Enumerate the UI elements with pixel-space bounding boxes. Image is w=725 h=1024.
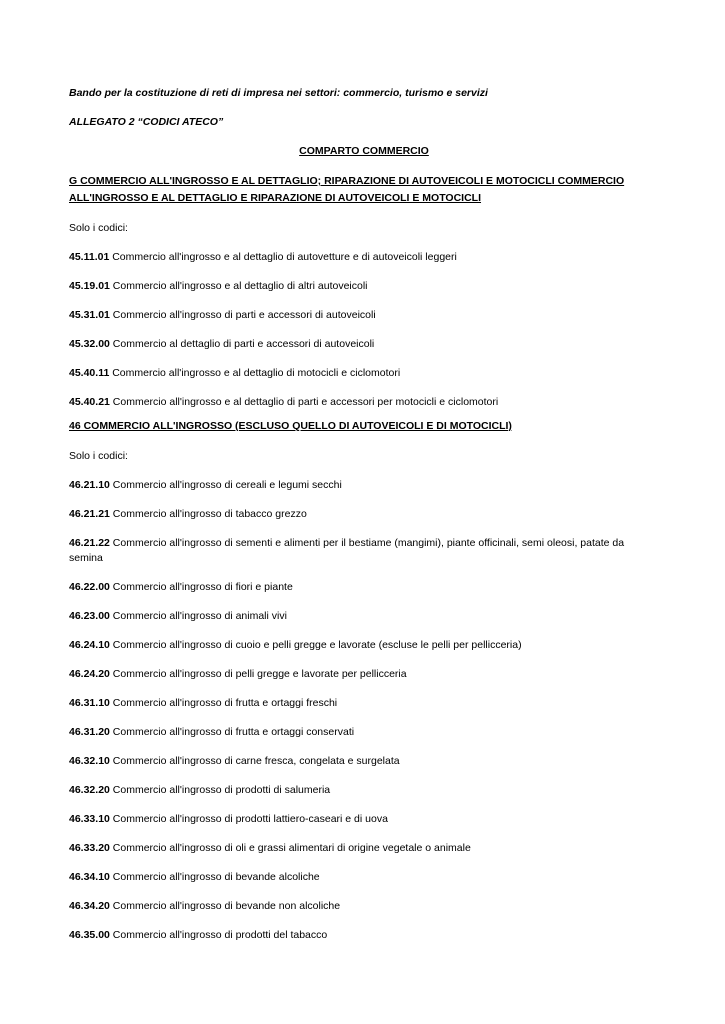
- document-intro: Bando per la costituzione di reti di impresa nei settori: commercio, turismo e servizi: [69, 87, 488, 99]
- ateco-code: 46.32.10: [69, 755, 110, 767]
- ateco-description: Commercio all'ingrosso di prodotti del tabacco: [109, 929, 328, 941]
- ateco-description: Commercio all'ingrosso e al dettaglio di autovetture e di autoveicoli leggeri: [109, 251, 457, 263]
- ateco-code: 45.19.01: [69, 280, 110, 292]
- ateco-code: 46.21.10: [69, 479, 110, 491]
- list-item: [69, 478, 659, 493]
- solo-codici-label: Solo i codici:: [69, 450, 128, 462]
- ateco-code: 46.31.20: [69, 726, 110, 738]
- list-item: [69, 609, 659, 624]
- ateco-description: Commercio all'ingrosso di sementi e alimenti per il bestiame (mangimi), piante officinali, semi oleosi, patate da semina: [69, 537, 625, 564]
- ateco-description: Commercio all'ingrosso di prodotti lattiero-caseari e di uova: [109, 813, 388, 825]
- ateco-description: Commercio all'ingrosso di animali vivi: [109, 610, 287, 622]
- ateco-description: Commercio all'ingrosso di carne fresca, congelata e surgelata: [109, 755, 400, 767]
- list-item: [69, 580, 659, 595]
- ateco-code: 46.21.22: [69, 537, 110, 549]
- list-item: [69, 308, 659, 323]
- list-item: [69, 870, 659, 885]
- section-title: COMPARTO COMMERCIO: [299, 145, 429, 157]
- ateco-description: Commercio all'ingrosso di frutta e ortaggi freschi: [109, 697, 338, 709]
- ateco-description: Commercio all'ingrosso di parti e accessori di autoveicoli: [109, 309, 376, 321]
- list-item: [69, 536, 659, 566]
- document-page: [69, 86, 659, 957]
- ateco-code: 45.11.01: [69, 251, 110, 263]
- ateco-code: 46.22.00: [69, 581, 110, 593]
- ateco-description: Commercio all'ingrosso di cereali e legumi secchi: [109, 479, 342, 491]
- ateco-code: 45.31.01: [69, 309, 110, 321]
- ateco-description: Commercio all'ingrosso e al dettaglio di altri autoveicoli: [109, 280, 368, 292]
- ateco-code: 46.35.00: [69, 929, 110, 941]
- ateco-code: 45.40.21: [69, 396, 110, 408]
- ateco-description: Commercio all'ingrosso di pelli gregge e lavorate per pellicceria: [109, 668, 407, 680]
- ateco-description: Commercio all'ingrosso e al dettaglio di parti e accessori per motocicli e ciclomotori: [109, 396, 499, 408]
- ateco-description: Commercio al dettaglio di parti e accessori di autoveicoli: [109, 338, 375, 350]
- ateco-code: 46.34.20: [69, 900, 110, 912]
- ateco-code: 46.33.10: [69, 813, 110, 825]
- solo-codici-label: Solo i codici:: [69, 222, 128, 234]
- list-item: [69, 754, 659, 769]
- ateco-description: Commercio all'ingrosso di frutta e ortaggi conservati: [109, 726, 355, 738]
- list-item: [69, 638, 659, 653]
- heading-g: G COMMERCIO ALL'INGROSSO E AL DETTAGLIO; RIPARAZIONE DI AUTOVEICOLI E MOTOCICLI COMMERCIO ALL'INGROSSO E AL DETTAGLIO E RIPARAZIONE DI AUTOVEICOLI E MOTOCICLI: [69, 175, 625, 204]
- ateco-code: 46.32.20: [69, 784, 110, 796]
- ateco-code: 46.24.10: [69, 639, 110, 651]
- list-item: [69, 812, 659, 827]
- list-item: [69, 395, 659, 410]
- list-item: [69, 696, 659, 711]
- list-item: [69, 667, 659, 682]
- ateco-description: Commercio all'ingrosso di bevande alcoliche: [109, 871, 320, 883]
- ateco-code: 46.21.21: [69, 508, 110, 520]
- ateco-code: 46.33.20: [69, 842, 110, 854]
- list-item: [69, 250, 659, 265]
- ateco-code: 46.24.20: [69, 668, 110, 680]
- list-item: [69, 279, 659, 294]
- ateco-code: 46.23.00: [69, 610, 110, 622]
- ateco-description: Commercio all'ingrosso di fiori e piante: [109, 581, 293, 593]
- ateco-description: Commercio all'ingrosso di tabacco grezzo: [109, 508, 307, 520]
- list-item: [69, 783, 659, 798]
- list-item: [69, 841, 659, 856]
- ateco-description: Commercio all'ingrosso di bevande non alcoliche: [109, 900, 341, 912]
- list-item: [69, 899, 659, 914]
- list-item: [69, 337, 659, 352]
- ateco-description: Commercio all'ingrosso e al dettaglio di motocicli e ciclomotori: [109, 367, 401, 379]
- list-item: [69, 366, 659, 381]
- list-item: [69, 928, 659, 943]
- list-46: [69, 478, 659, 943]
- heading-46: 46 COMMERCIO ALL'INGROSSO (ESCLUSO QUELLO DI AUTOVEICOLI E DI MOTOCICLI): [69, 420, 512, 432]
- ateco-description: Commercio all'ingrosso di oli e grassi alimentari di origine vegetale o animale: [109, 842, 471, 854]
- allegato-title: ALLEGATO 2 “CODICI ATECO”: [69, 116, 224, 128]
- list-item: [69, 725, 659, 740]
- ateco-code: 45.40.11: [69, 367, 110, 379]
- ateco-description: Commercio all'ingrosso di cuoio e pelli gregge e lavorate (escluse le pelli per pellicceria): [109, 639, 522, 651]
- list-g: [69, 250, 659, 410]
- ateco-code: 46.34.10: [69, 871, 110, 883]
- ateco-description: Commercio all'ingrosso di prodotti di salumeria: [109, 784, 331, 796]
- ateco-code: 46.31.10: [69, 697, 110, 709]
- ateco-code: 45.32.00: [69, 338, 110, 350]
- list-item: [69, 507, 659, 522]
